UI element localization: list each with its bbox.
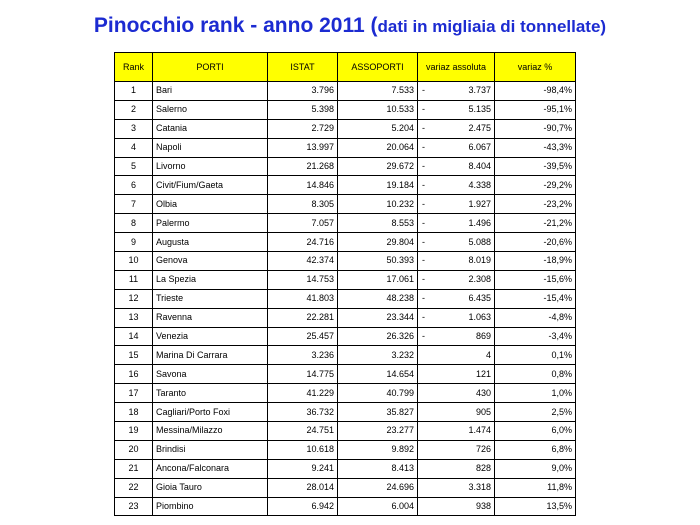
- table-row: [115, 233, 576, 252]
- title-subtitle: dati in migliaia di tonnellate): [377, 17, 607, 36]
- cell-assoporti: 23.344: [338, 308, 418, 327]
- cell-porto: Bari: [153, 82, 268, 101]
- cell-istat: 21.268: [268, 157, 338, 176]
- cell-assoporti: 3.232: [338, 346, 418, 365]
- cell-assoporti: 14.654: [338, 365, 418, 384]
- cell-assoporti: 8.553: [338, 214, 418, 233]
- cell-porto: Civit/Fium/Gaeta: [153, 176, 268, 195]
- cell-variaz-sign: [418, 422, 432, 441]
- header-variaz-assoluta: variaz assoluta: [418, 53, 495, 82]
- header-variaz-pct: variaz %: [495, 53, 576, 82]
- table-row: [115, 100, 576, 119]
- cell-rank: 14: [115, 327, 153, 346]
- cell-variaz-sign: -: [418, 270, 432, 289]
- table-row: [115, 308, 576, 327]
- cell-variaz-pct: 13,5%: [495, 497, 576, 516]
- cell-istat: 25.457: [268, 327, 338, 346]
- cell-variaz-assoluta: 869: [432, 327, 495, 346]
- cell-porto: Olbia: [153, 195, 268, 214]
- cell-variaz-assoluta: 726: [432, 440, 495, 459]
- cell-variaz-pct: 0,1%: [495, 346, 576, 365]
- cell-rank: 9: [115, 233, 153, 252]
- cell-istat: 28.014: [268, 478, 338, 497]
- cell-istat: 2.729: [268, 119, 338, 138]
- cell-assoporti: 5.204: [338, 119, 418, 138]
- cell-variaz-sign: [418, 384, 432, 403]
- cell-porto: Messina/Milazzo: [153, 422, 268, 441]
- cell-rank: 17: [115, 384, 153, 403]
- cell-porto: Taranto: [153, 384, 268, 403]
- cell-assoporti: 10.533: [338, 100, 418, 119]
- cell-variaz-pct: -43,3%: [495, 138, 576, 157]
- cell-variaz-pct: -20,6%: [495, 233, 576, 252]
- table-row: [115, 422, 576, 441]
- cell-assoporti: 40.799: [338, 384, 418, 403]
- cell-rank: 1: [115, 82, 153, 101]
- cell-porto: Venezia: [153, 327, 268, 346]
- cell-porto: Cagliari/Porto Foxi: [153, 403, 268, 422]
- cell-istat: 5.398: [268, 100, 338, 119]
- cell-variaz-sign: -: [418, 289, 432, 308]
- cell-assoporti: 10.232: [338, 195, 418, 214]
- table-row: [115, 497, 576, 516]
- cell-variaz-pct: -15,6%: [495, 270, 576, 289]
- cell-rank: 11: [115, 270, 153, 289]
- cell-variaz-assoluta: 1.496: [432, 214, 495, 233]
- cell-assoporti: 7.533: [338, 82, 418, 101]
- cell-variaz-pct: -39,5%: [495, 157, 576, 176]
- cell-istat: 13.997: [268, 138, 338, 157]
- cell-istat: 41.803: [268, 289, 338, 308]
- header-porti: PORTI: [153, 53, 268, 82]
- cell-variaz-assoluta: 5.135: [432, 100, 495, 119]
- cell-rank: 19: [115, 422, 153, 441]
- cell-variaz-assoluta: 5.088: [432, 233, 495, 252]
- cell-porto: Gioia Tauro: [153, 478, 268, 497]
- table-row: [115, 119, 576, 138]
- cell-variaz-pct: -4,8%: [495, 308, 576, 327]
- cell-porto: Palermo: [153, 214, 268, 233]
- cell-rank: 13: [115, 308, 153, 327]
- cell-porto: Ravenna: [153, 308, 268, 327]
- title-main: Pinocchio rank - anno 2011 (: [93, 14, 378, 37]
- cell-rank: 18: [115, 403, 153, 422]
- cell-assoporti: 19.184: [338, 176, 418, 195]
- cell-variaz-assoluta: 2.308: [432, 270, 495, 289]
- cell-variaz-sign: [418, 365, 432, 384]
- cell-assoporti: 9.892: [338, 440, 418, 459]
- cell-porto: Napoli: [153, 138, 268, 157]
- cell-istat: 42.374: [268, 252, 338, 271]
- cell-istat: 3.236: [268, 346, 338, 365]
- cell-variaz-pct: 2,5%: [495, 403, 576, 422]
- cell-rank: 22: [115, 478, 153, 497]
- cell-variaz-assoluta: 905: [432, 403, 495, 422]
- cell-porto: Marina Di Carrara: [153, 346, 268, 365]
- cell-porto: Trieste: [153, 289, 268, 308]
- cell-rank: 5: [115, 157, 153, 176]
- cell-porto: Livorno: [153, 157, 268, 176]
- cell-rank: 7: [115, 195, 153, 214]
- cell-variaz-assoluta: 8.019: [432, 252, 495, 271]
- cell-variaz-sign: -: [418, 233, 432, 252]
- cell-porto: Catania: [153, 119, 268, 138]
- cell-variaz-sign: -: [418, 138, 432, 157]
- cell-rank: 16: [115, 365, 153, 384]
- cell-rank: 6: [115, 176, 153, 195]
- cell-istat: 6.942: [268, 497, 338, 516]
- table-row: [115, 346, 576, 365]
- cell-assoporti: 20.064: [338, 138, 418, 157]
- table-row: [115, 138, 576, 157]
- cell-istat: 14.846: [268, 176, 338, 195]
- table-row: [115, 384, 576, 403]
- table-row: [115, 459, 576, 478]
- cell-variaz-sign: -: [418, 252, 432, 271]
- page-title: [0, 14, 700, 38]
- cell-assoporti: 17.061: [338, 270, 418, 289]
- cell-istat: 24.751: [268, 422, 338, 441]
- cell-istat: 7.057: [268, 214, 338, 233]
- cell-variaz-assoluta: 6.067: [432, 138, 495, 157]
- table-row: [115, 195, 576, 214]
- cell-variaz-assoluta: 4: [432, 346, 495, 365]
- cell-variaz-pct: -29,2%: [495, 176, 576, 195]
- cell-istat: 22.281: [268, 308, 338, 327]
- cell-assoporti: 48.238: [338, 289, 418, 308]
- cell-variaz-sign: -: [418, 195, 432, 214]
- cell-istat: 14.775: [268, 365, 338, 384]
- cell-rank: 10: [115, 252, 153, 271]
- cell-porto: La Spezia: [153, 270, 268, 289]
- cell-variaz-assoluta: 1.474: [432, 422, 495, 441]
- cell-porto: Piombino: [153, 497, 268, 516]
- cell-porto: Brindisi: [153, 440, 268, 459]
- cell-istat: 3.796: [268, 82, 338, 101]
- cell-variaz-sign: -: [418, 214, 432, 233]
- cell-istat: 24.716: [268, 233, 338, 252]
- table-row: [115, 440, 576, 459]
- cell-variaz-pct: -15,4%: [495, 289, 576, 308]
- cell-variaz-sign: -: [418, 176, 432, 195]
- cell-assoporti: 8.413: [338, 459, 418, 478]
- cell-variaz-pct: 0,8%: [495, 365, 576, 384]
- cell-variaz-assoluta: 3.318: [432, 478, 495, 497]
- cell-variaz-pct: 9,0%: [495, 459, 576, 478]
- cell-assoporti: 26.326: [338, 327, 418, 346]
- cell-rank: 2: [115, 100, 153, 119]
- cell-variaz-pct: 6,0%: [495, 422, 576, 441]
- cell-istat: 41.229: [268, 384, 338, 403]
- cell-istat: 8.305: [268, 195, 338, 214]
- cell-porto: Genova: [153, 252, 268, 271]
- header-istat: ISTAT: [268, 53, 338, 82]
- table-row: [115, 365, 576, 384]
- cell-variaz-assoluta: 4.338: [432, 176, 495, 195]
- cell-rank: 12: [115, 289, 153, 308]
- cell-assoporti: 29.804: [338, 233, 418, 252]
- header-assoporti: ASSOPORTI: [338, 53, 418, 82]
- cell-assoporti: 50.393: [338, 252, 418, 271]
- cell-assoporti: 29.672: [338, 157, 418, 176]
- table-header-row: [115, 53, 576, 82]
- cell-variaz-sign: -: [418, 327, 432, 346]
- cell-assoporti: 23.277: [338, 422, 418, 441]
- table-row: [115, 82, 576, 101]
- cell-assoporti: 6.004: [338, 497, 418, 516]
- cell-variaz-sign: -: [418, 157, 432, 176]
- cell-variaz-sign: -: [418, 119, 432, 138]
- table-row: [115, 289, 576, 308]
- cell-variaz-assoluta: 430: [432, 384, 495, 403]
- cell-variaz-sign: -: [418, 308, 432, 327]
- cell-variaz-pct: -95,1%: [495, 100, 576, 119]
- cell-variaz-sign: [418, 346, 432, 365]
- cell-variaz-assoluta: 828: [432, 459, 495, 478]
- cell-variaz-assoluta: 1.063: [432, 308, 495, 327]
- cell-variaz-pct: -18,9%: [495, 252, 576, 271]
- cell-porto: Salerno: [153, 100, 268, 119]
- cell-rank: 3: [115, 119, 153, 138]
- cell-rank: 4: [115, 138, 153, 157]
- cell-variaz-assoluta: 2.475: [432, 119, 495, 138]
- table-row: [115, 157, 576, 176]
- cell-assoporti: 35.827: [338, 403, 418, 422]
- cell-variaz-assoluta: 8.404: [432, 157, 495, 176]
- cell-variaz-assoluta: 6.435: [432, 289, 495, 308]
- cell-variaz-sign: -: [418, 100, 432, 119]
- cell-variaz-sign: -: [418, 82, 432, 101]
- cell-rank: 23: [115, 497, 153, 516]
- cell-rank: 21: [115, 459, 153, 478]
- cell-istat: 36.732: [268, 403, 338, 422]
- cell-variaz-sign: [418, 403, 432, 422]
- cell-rank: 8: [115, 214, 153, 233]
- cell-variaz-pct: 6,8%: [495, 440, 576, 459]
- cell-porto: Ancona/Falconara: [153, 459, 268, 478]
- cell-assoporti: 24.696: [338, 478, 418, 497]
- table-row: [115, 478, 576, 497]
- table-row: [115, 176, 576, 195]
- cell-rank: 20: [115, 440, 153, 459]
- cell-variaz-sign: [418, 497, 432, 516]
- cell-variaz-pct: 1,0%: [495, 384, 576, 403]
- cell-variaz-assoluta: 938: [432, 497, 495, 516]
- cell-variaz-assoluta: 1.927: [432, 195, 495, 214]
- cell-variaz-assoluta: 121: [432, 365, 495, 384]
- cell-variaz-sign: [418, 459, 432, 478]
- cell-istat: 10.618: [268, 440, 338, 459]
- cell-porto: Augusta: [153, 233, 268, 252]
- table-row: [115, 403, 576, 422]
- cell-variaz-assoluta: 3.737: [432, 82, 495, 101]
- table-row: [115, 252, 576, 271]
- cell-variaz-sign: [418, 440, 432, 459]
- cell-variaz-pct: -98,4%: [495, 82, 576, 101]
- cell-istat: 14.753: [268, 270, 338, 289]
- rank-table: [114, 52, 576, 516]
- cell-variaz-pct: -21,2%: [495, 214, 576, 233]
- cell-rank: 15: [115, 346, 153, 365]
- table-row: [115, 327, 576, 346]
- header-rank: Rank: [115, 53, 153, 82]
- table-row: [115, 214, 576, 233]
- cell-variaz-pct: 11,8%: [495, 478, 576, 497]
- cell-variaz-sign: [418, 478, 432, 497]
- table-row: [115, 270, 576, 289]
- cell-variaz-pct: -23,2%: [495, 195, 576, 214]
- table-body: [115, 82, 576, 516]
- cell-variaz-pct: -3,4%: [495, 327, 576, 346]
- cell-istat: 9.241: [268, 459, 338, 478]
- cell-variaz-pct: -90,7%: [495, 119, 576, 138]
- cell-porto: Savona: [153, 365, 268, 384]
